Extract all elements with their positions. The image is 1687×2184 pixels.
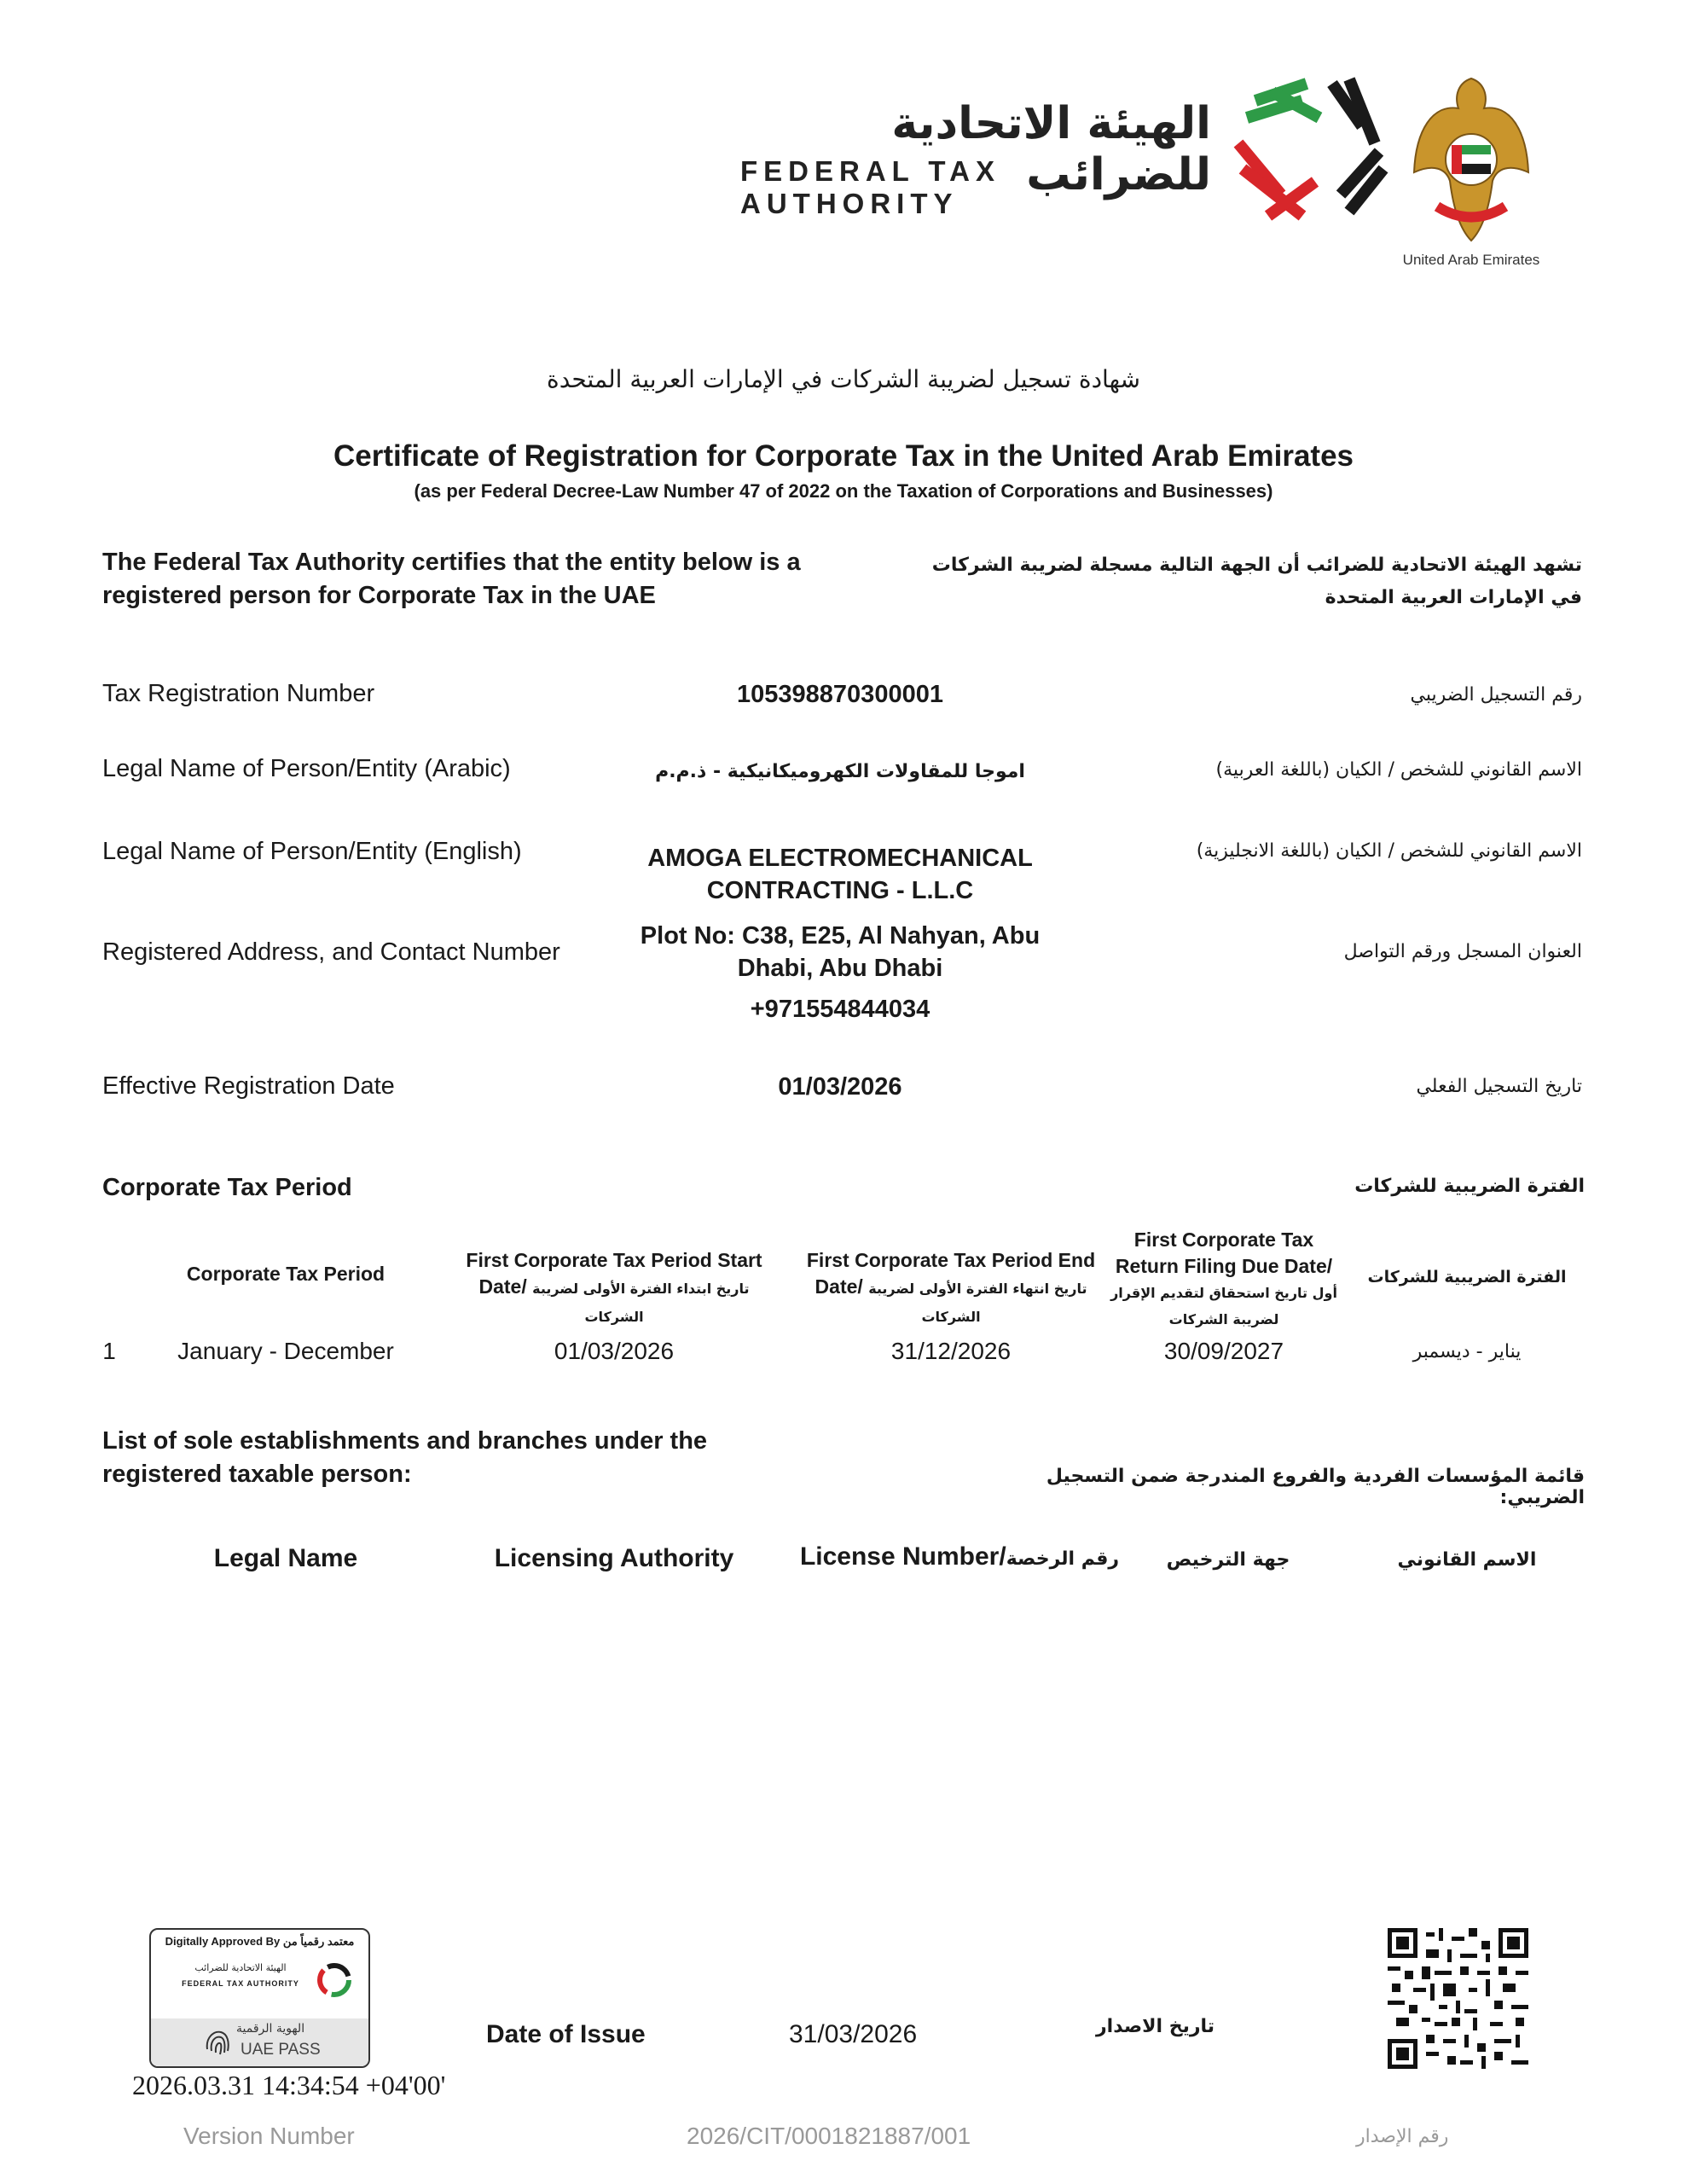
certification-statement: The Federal Tax Authority certifies that the entity below is a registered person for Corporate Tax in the UAE: [102, 549, 801, 609]
branches-legal-name-header: Legal Name: [213, 1544, 358, 1572]
tax-period-header: Corporate Tax Period: [186, 1263, 386, 1285]
issue-date-value: 31/03/2026: [789, 2020, 918, 2048]
legal-name-arabic-value: اموجا للمقاولات الكهروميكانيكية - ذ.م.م: [655, 761, 1025, 782]
legal-name-english-value-line1: AMOGA ELECTROMECHANICAL: [647, 845, 1033, 872]
uae-pass-approval-text: Digitally Approved By معتمد رقمياً من: [165, 1935, 355, 1948]
branches-licensing-authority-header: Licensing Authority: [494, 1544, 734, 1572]
row-period-arabic: يناير - ديسمبر: [1412, 1341, 1522, 1362]
legal-name-english-label-arabic: الاسم القانوني للشخص / الكيان (باللغة الانجليزية): [1196, 840, 1582, 862]
uae-pass-authority-arabic: الهيئة الاتحادية للضرائب: [194, 1962, 287, 1973]
uae-pass-digital-id-arabic: الهوية الرقمية: [236, 2022, 305, 2036]
fingerprint-icon: [202, 2025, 233, 2059]
certificate-subtitle: (as per Federal Decree-Law Number 47 of 2022 on the Taxation of Corporations and Businesses): [414, 480, 1273, 502]
version-number-value: 2026/CIT/0001821887/001: [687, 2123, 971, 2149]
branches-section-title: List of sole establishments and branches under the registered taxable person:: [102, 1427, 708, 1488]
tax-period-header-arabic: الفترة الضريبية للشركات: [1367, 1268, 1567, 1287]
row-index: 1: [102, 1338, 116, 1364]
trn-label: Tax Registration Number: [102, 680, 375, 707]
certification-statement-arabic: تشهد الهيئة الاتحادية للضرائب أن الجهة التالية مسجلة لضريبة الشركات في الإمارات العربية المتحدة: [931, 555, 1582, 608]
tax-period-section-title: Corporate Tax Period: [102, 1174, 352, 1201]
issue-date-label: Date of Issue: [486, 2020, 646, 2048]
uae-pass-footer-band: [151, 2018, 368, 2066]
address-value-line1: Plot No: C38, E25, Al Nahyan, Abu: [640, 922, 1041, 950]
period-end-header-line2: Date/: [815, 1275, 863, 1298]
contact-number-value: +971554844034: [750, 996, 930, 1023]
row-start-date: 01/03/2026: [554, 1338, 675, 1364]
certificate-title: Certificate of Registration for Corporate Tax in the United Arab Emirates: [333, 439, 1354, 473]
effective-date-label: Effective Registration Date: [102, 1072, 395, 1100]
issue-date-label-arabic: تاريخ الاصدار: [1096, 2016, 1215, 2037]
certificate-title-arabic: شهادة تسجيل لضريبة الشركات في الإمارات العربية المتحدة: [547, 365, 1140, 393]
branches-section-title-arabic: قائمة المؤسسات الفردية والفروع المندرجة ضمن التسجيل الضريبي:: [1046, 1466, 1585, 1508]
period-end-header-arabic: تاريخ انتهاء الفترة الأولى لضريبة الشركات: [868, 1281, 1087, 1325]
period-start-header: [448, 1247, 780, 1330]
legal-name-english-label: Legal Name of Person/Entity (English): [102, 838, 522, 865]
address-value-line2: Dhabi, Abu Dhabi: [737, 955, 943, 982]
trn-label-arabic: رقم التسجيل الضريبي: [1410, 684, 1582, 706]
period-end-header-line1: First Corporate Tax Period End: [806, 1249, 1096, 1271]
period-start-header-arabic: تاريخ ابتداء الفترة الأولى لضريبة الشركات: [532, 1281, 750, 1325]
branches-license-number-header: [797, 1542, 1122, 1571]
authority-name-arabic: الهيئة الاتحادية للضرائب: [891, 98, 1211, 200]
legal-name-english-value-line2: CONTRACTING - L.L.C: [706, 877, 974, 904]
address-label-arabic: العنوان المسجل ورقم التواصل: [1343, 941, 1582, 962]
branches-license-number-label: License Number/: [799, 1542, 1006, 1571]
address-label: Registered Address, and Contact Number: [102, 938, 560, 966]
branches-license-number-label-arabic: رقم الرخصة: [1006, 1548, 1120, 1570]
filing-due-header-line2: Return Filing Due Date/: [1115, 1255, 1333, 1277]
uae-emblem-icon: [1407, 70, 1535, 249]
filing-due-header-arabic-line2: لضريبة الشركات: [1168, 1311, 1279, 1327]
uae-pass-label: UAE PASS: [241, 2041, 321, 2059]
row-due-date: 30/09/2027: [1163, 1338, 1284, 1364]
filing-due-header-line1: First Corporate Tax: [1133, 1228, 1314, 1251]
branches-legal-name-header-arabic: الاسم القانوني: [1397, 1549, 1537, 1571]
uae-pass-approval-stamp: [149, 1928, 370, 2068]
uae-pass-authority-english: FEDERAL TAX AUTHORITY: [182, 1979, 299, 1988]
period-start-header-line1: First Corporate Tax Period Start: [466, 1249, 762, 1271]
filing-due-header: [1100, 1227, 1348, 1333]
trn-value: 105398870300001: [737, 681, 943, 708]
branches-licensing-authority-header-arabic: جهة الترخيص: [1166, 1549, 1290, 1571]
row-end-date: 31/12/2026: [890, 1338, 1012, 1364]
qr-code-icon: [1388, 1928, 1528, 2069]
row-period: January - December: [177, 1338, 394, 1364]
legal-name-arabic-label-arabic: الاسم القانوني للشخص / الكيان (باللغة العربية): [1215, 759, 1582, 781]
authority-name-english: FEDERAL TAX AUTHORITY: [740, 155, 1000, 219]
uae-emblem-caption: United Arab Emirates: [1402, 252, 1540, 268]
fta-small-logo-icon: [313, 1959, 356, 2001]
tax-period-section-title-arabic: الفترة الضريبية للشركات: [1354, 1176, 1585, 1197]
digital-signature-timestamp: 2026.03.31 14:34:54 +04'00': [132, 2070, 446, 2100]
period-start-header-line2: Date/: [478, 1275, 527, 1298]
version-number-label-arabic: رقم الإصدار: [1356, 2126, 1449, 2147]
effective-date-label-arabic: تاريخ التسجيل الفعلي: [1416, 1076, 1582, 1097]
fta-logo-icon: [1221, 67, 1392, 229]
effective-date-value: 01/03/2026: [778, 1073, 902, 1101]
version-number-label: Version Number: [183, 2123, 355, 2149]
filing-due-header-arabic-line1: أول تاريخ استحقاق لتقديم الإقرار: [1110, 1285, 1337, 1301]
legal-name-arabic-label: Legal Name of Person/Entity (Arabic): [102, 755, 511, 782]
period-end-header: [785, 1247, 1117, 1330]
